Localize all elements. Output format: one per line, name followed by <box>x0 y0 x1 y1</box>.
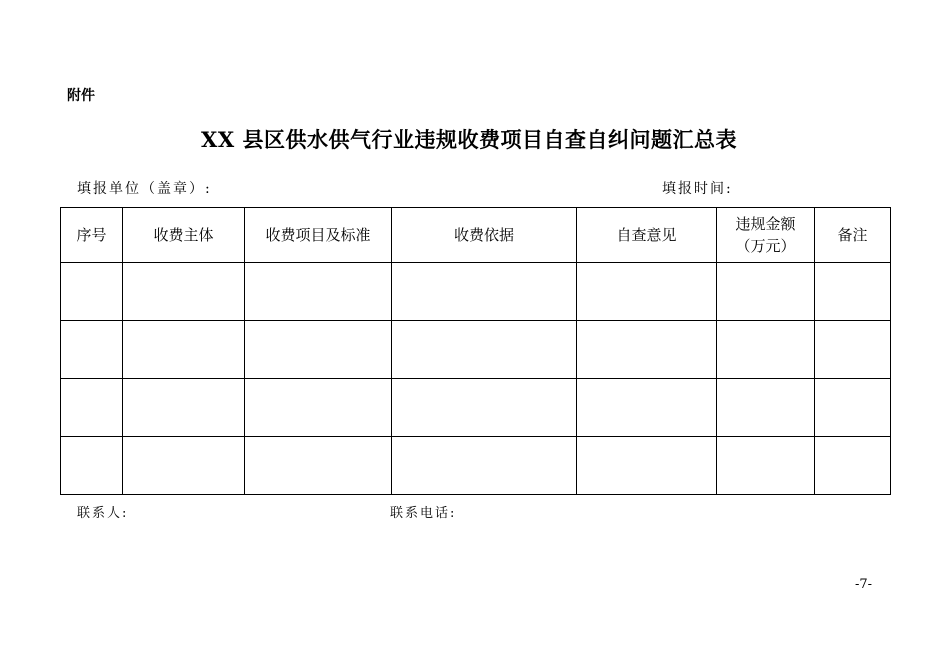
contact-phone-label: 联系电话: <box>390 506 457 521</box>
table-cell[interactable] <box>392 437 577 495</box>
table-cell[interactable] <box>245 263 392 321</box>
table-cell[interactable] <box>577 263 717 321</box>
table-cell[interactable] <box>815 379 891 437</box>
table-cell[interactable] <box>123 321 245 379</box>
table-cell[interactable] <box>123 437 245 495</box>
table-row <box>61 437 891 495</box>
table-cell[interactable] <box>392 321 577 379</box>
table-cell[interactable] <box>815 321 891 379</box>
table-row <box>61 321 891 379</box>
header-fee-subject: 收费主体 <box>123 208 245 263</box>
header-self-check-opinion: 自查意见 <box>577 208 717 263</box>
header-fee-basis: 收费依据 <box>392 208 577 263</box>
table-cell[interactable] <box>61 263 123 321</box>
table-header-row <box>61 208 891 263</box>
table-cell[interactable] <box>123 379 245 437</box>
table-cell[interactable] <box>61 321 123 379</box>
table-cell[interactable] <box>245 321 392 379</box>
header-violation-amount: 违规金额 （万元） <box>717 208 815 263</box>
document-title: XX 县区供水供气行业违规收费项目自查自纠问题汇总表 <box>201 127 737 152</box>
page-number: -7- <box>855 577 873 592</box>
table-cell[interactable] <box>815 263 891 321</box>
table-cell[interactable] <box>717 379 815 437</box>
fill-unit-label: 填报单位（盖章）: <box>77 181 212 197</box>
fill-time-label: 填报时间: <box>662 181 733 197</box>
table-cell[interactable] <box>577 437 717 495</box>
table-cell[interactable] <box>61 379 123 437</box>
table-row <box>61 263 891 321</box>
header-fee-item-standard: 收费项目及标准 <box>245 208 392 263</box>
header-serial: 序号 <box>61 208 123 263</box>
table-cell[interactable] <box>123 263 245 321</box>
table-cell[interactable] <box>717 263 815 321</box>
header-remarks: 备注 <box>815 208 891 263</box>
table-cell[interactable] <box>577 379 717 437</box>
table-cell[interactable] <box>245 437 392 495</box>
table-row <box>61 379 891 437</box>
table-cell[interactable] <box>815 437 891 495</box>
table-cell[interactable] <box>392 379 577 437</box>
table-cell[interactable] <box>245 379 392 437</box>
table-cell[interactable] <box>717 437 815 495</box>
contact-person-label: 联系人: <box>77 506 129 521</box>
summary-table <box>60 207 891 495</box>
table-cell[interactable] <box>717 321 815 379</box>
table-cell[interactable] <box>577 321 717 379</box>
attachment-label: 附件 <box>67 88 95 104</box>
table-cell[interactable] <box>61 437 123 495</box>
table-cell[interactable] <box>392 263 577 321</box>
